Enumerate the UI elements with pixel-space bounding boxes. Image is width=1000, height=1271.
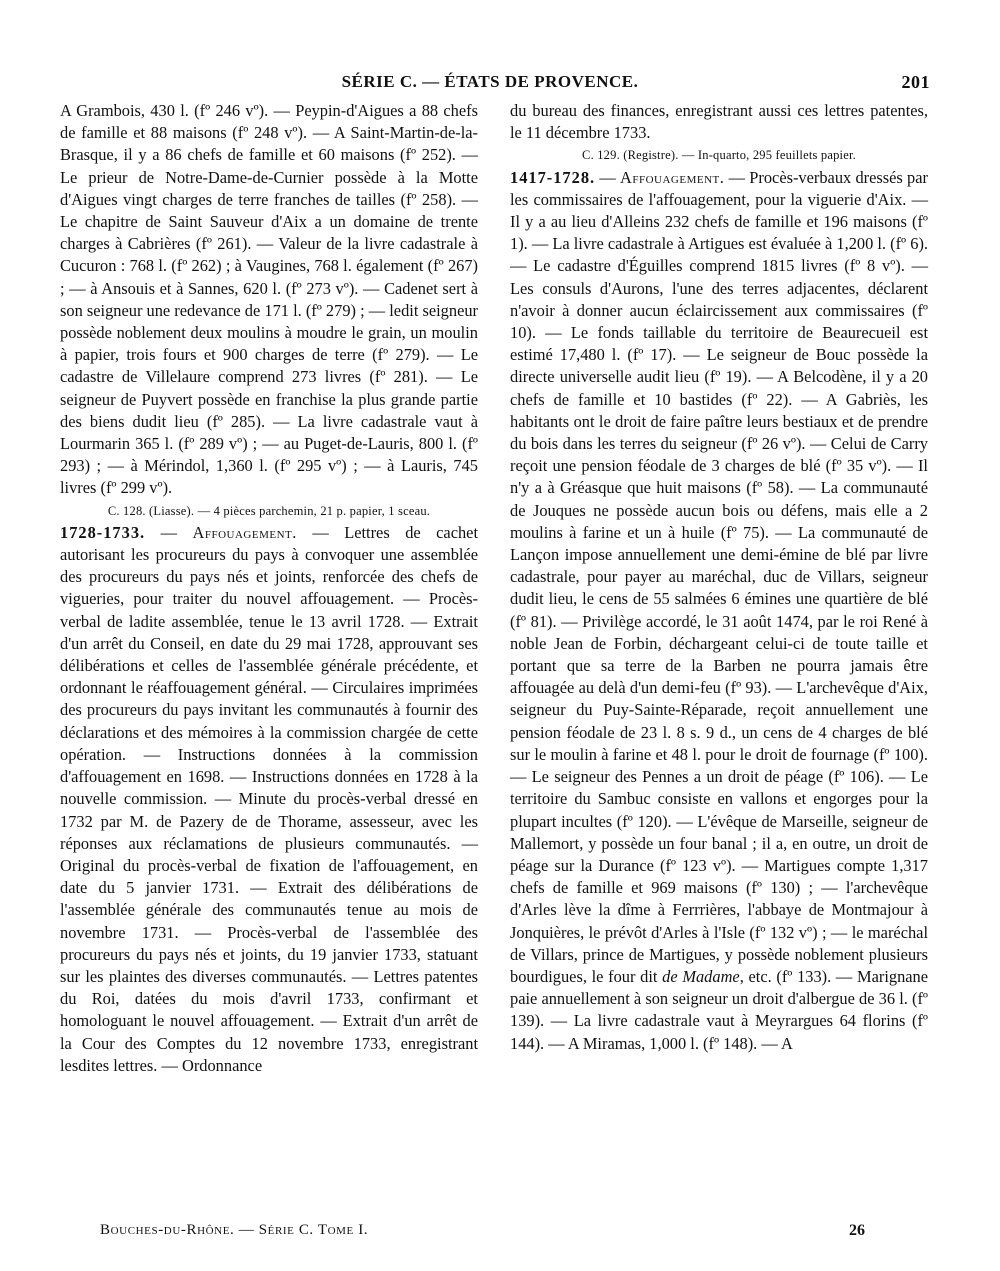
article-date: 1417-1728. <box>510 167 596 187</box>
continued-paragraph: du bureau des finances, enregistrant aussi ces lettres patentes, le 11 décembre 1733. <box>510 101 928 143</box>
right-column <box>510 100 928 1055</box>
page-footer <box>100 1222 865 1246</box>
left-column <box>60 100 478 1077</box>
archive-reference: C. 128. (Liasse). — 4 pièces parchemin, 21 p. papier, 1 sceau. <box>107 503 431 518</box>
article-text: — Procès-verbaux dressés par les commissaires de l'affouagement, pour la viguerie d'Aix. — Il y a au lieu d'Alleins 232 chefs de famille et 196 maisons (fº 1). — La livre cadastrale à Artigues est évaluée à 1,200 l. (fº 6). — Le cadastre d'Éguilles comprend 1815 livres (fº 8 vº). — Les consuls d'Aurons, l'une des terres adjacentes, déclarent n'avoir à donner aucun éclaircissement aux commissaires (fº 10). — Le fonds taillable du territoire de Beaurecueil est estimé 17,480 l. (fº 17). — Le seigneur de Bouc possède la directe universelle audit lieu (fº 19). — A Belcodène, il y a 20 chefs de famille et 10 bastides (fº 22). — A Gabriès, les habitants ont le droit de faire paître leurs bestiaux et de prendre du bois dans les terres du seigneur (fº 26 vº). — Celui de Carry reçoit une pension féodale de 3 charges de blé (fº 35 vº). — Il n'y a à Gréasque que huit maisons (fº 58). — La communauté de Jouques ne possède aucun bois ou défens, mais elle a 2 moulins à farine et un à huile (fº 75). — La communauté de Lançon impose annuellement une demi-émine de blé par livre cadastrale, pour payer au maréchal, duc de Villars, seigneur dudit lieu, le cens de 55 salmées 6 émines une quartière de blé (fº 81). — Privilège accordé, le 31 août 1474, par le roi René à noble Jean de Forbin, déchargeant celui-ci de toute taille et portant que sa terre de la Barben ne pourra jamais être affouagée au delà d'un demi-feu (fº 93). — L'archevêque d'Aix, seigneur du Puy-Sainte-Réparade, reçoit annuellement une pension féodale de 23 l. 8 s. 9 d., un cens de 4 charges de blé sur le moulin à farine et 48 l. pour le droit de fournage (fº 100). — Le seigneur des Pennes a un droit de péage (fº 106). — Le territoire du Sambuc consiste en vallons et engorges pour la plupart incultes (fº 120). — L'évêque de Marseille, seigneur de Mallemort, y possède un four banal ; il a, en outre, un droit de péage sur la Durance (fº 123 vº). — Martigues compte 1,317 chefs de famille et 969 maisons (fº 130) ; — l'archevêque d'Arles lève la dîme à Ferrrières, l'abbaye de Montmajour à Jonquières, le prévôt d'Arles à l'Isle (fº 132 vº) ; — le maréchal de Villars, prince de Martigues, y possède noblement plusieurs bourdigues, le four dit <box>510 167 928 986</box>
continued-paragraph: A Grambois, 430 l. (fº 246 vº). — Peypin-d'Aigues a 88 chefs de famille et 88 maisons (fº 248 vº). — A Saint-Martin-de-la-Brasque, il y a 86 chefs de famille et 60 maisons (fº 252). — Le prieur de Notre-Dame-de-Curnier possède à la Motte d'Aigues vingt charges de terre franches de tailles (fº 258). — Le chapitre de Saint Sauveur d'Aix a un domaine de trente charges à Cabrières (fº 261). — Valeur de la livre cadastrale à Cucuron : 768 l. (fº 262) ; à Vaugines, 768 l. également (fº 267) ; — à Ansouis et à Sannes, 620 l. (fº 273 vº). — Cadenet sert à son seigneur une redevance de 171 l. (fº 279) ; — ledit seigneur possède noblement deux moulins à moudre le grain, un moulin à papier, trois fours et 900 charges de terre (fº 279). — Le cadastre de Villelaure comprend 273 livres (fº 281). — Le seigneur de Puyvert possède en franchise la plus grande partie des biens dudit lieu (fº 285). — La livre cadastrale vaut à Lourmarin 365 l. (fº 289 vº) ; — au Puget-de-Lauris, 800 l. (fº 293) ; — à Mérindol, 1,360 l. (fº 295 vº) ; — à Lauris, 745 livres (fº 299 vº). <box>60 101 478 498</box>
signature-mark: 26 <box>849 1222 865 1239</box>
article-text-italic: de Madame <box>662 966 740 986</box>
running-title: SÉRIE C. — ÉTATS DE PROVENCE. <box>341 72 639 91</box>
footer-title: Bouches-du-Rhône. — Série C. Tome I. <box>100 1222 369 1238</box>
article-heading: Affouagement. <box>192 522 297 542</box>
page-number: 201 <box>901 72 930 92</box>
article-entry: 1417-1728. — Affouagement. — Procès-verbaux dressés par les commissaires de l'affouagement, pour la viguerie d'Aix. — Il y a au lieu d'Alleins 232 chefs de famille et 196 maisons (fº 1). — La livre cadastrale à Artigues est évaluée à 1,200 l. (fº 6). — Le cadastre d'Éguilles comprend 1815 livres (fº 8 vº). — Les consuls d'Aurons, l'une des terres adjacentes, déclarent n'avoir à donner aucun éclaircissement aux commissaires (fº 10). — Le fonds taillable du territoire de Beaurecueil est estimé 17,480 l. (fº 17). — Le seigneur de Bouc possède la directe universelle audit lieu (fº 19). — A Belcodène, il y a 20 chefs de famille et 10 bastides (fº 22). — A Gabriès, les habitants ont le droit de faire paître leurs bestiaux et de prendre du bois dans les terres du seigneur (fº 26 vº). — Celui de Carry reçoit une pension féodale de 3 charges de blé (fº 35 vº). — Il n'y a à Gréasque que huit maisons (fº 58). — La communauté de Jouques ne possède aucun bois ou défens, mais elle a 2 moulins à farine et un à huile (fº 75). — La communauté de Lançon impose annuellement une demi-émine de blé par livre cadastrale, pour payer au maréchal, duc de Villars, seigneur dudit lieu, le cens de 55 salmées 6 émines une quartière de blé (fº 81). — Privilège accordé, le 31 août 1474, par le roi René à noble Jean de Forbin, déchargeant celui-ci de toute taille et portant que sa terre de la Barben ne pourra jamais être affouagée au delà d'un demi-feu (fº 93). — L'archevêque d'Aix, seigneur du Puy-Sainte-Réparade, reçoit annuellement une pension féodale de 23 l. 8 s. 9 d., un cens de 4 charges de blé sur le moulin à farine et 48 l. pour le droit de fournage (fº 100). — Le seigneur des Pennes a un droit de péage (fº 106). — Le territoire du Sambuc consiste en vallons et engorges pour la plupart incultes (fº 120). — L'évêque de Marseille, seigneur de Mallemort, y possède un four banal ; il a, en outre, un droit de péage sur la Durance (fº 123 vº). — Martigues compte 1,317 chefs de famille et 969 maisons (fº 130) ; — l'archevêque d'Arles lève la dîme à Ferrrières, l'abbaye de Montmajour à Jonquières, le prévôt d'Arles à l'Isle (fº 132 vº) ; — le maréchal de Villars, prince de Martigues, y possède noblement plusieurs bourdigues, le four dit de Madame, etc. (fº 133). — Marignane paie annuellement à son seigneur un droit d'albergue de 36 l. (fº 139). — La livre cadastrale vaut à Meyrargues 64 florins (fº 144). — A Miramas, 1,000 l. (fº 148). — A <box>510 167 929 1053</box>
archive-reference: C. 129. (Registre). — In-quarto, 295 feuillets papier. <box>582 148 856 163</box>
article-entry: 1728-1733. — Affouagement. — Lettres de cachet autorisant les procureurs du pays à convoquer une assemblée des procureurs du pays nés et joints, renforcée des chefs de vigueries, pour traiter du nouvel affouagement. — Procès-verbal de ladite assemblée, tenue le 13 avril 1728. — Extrait d'un arrêt du Conseil, en date du 29 mai 1728, approuvant ses délibérations et celles de l'assemblée générale précédente, et ordonnant le réaffouagement général. — Circulaires imprimées des procureurs du pays invitant les communautés à fournir des déclarations et des mémoires à la commission chargée de cette opération. — Instructions données à la commission d'affouagement en 1698. — Instructions données en 1728 à la nouvelle commission. — Minute du procès-verbal dressé en 1732 par M. de Pazery de de Thorame, assesseur, avec les réponses aux réclamations de plusieurs communautés. — Original du procès-verbal de fixation de l'affouagement, en date du 5 janvier 1731. — Extrait des délibérations de l'assemblée générale des communautés tenue au mois de novembre 1731. — Procès-verbal de l'assemblée des procureurs du pays nés et joints, du 19 janvier 1733, statuant sur les plaintes des diverses communautés. — Lettres patentes du Roi, datées du mois d'avril 1733, confirmant et homologuant le nouvel affouagement. — Extrait d'un arrêt de la Cour des Comptes du 12 novembre 1733, enregistrant lesdites lettres. — Ordonnance <box>60 522 479 1075</box>
article-heading: Affouagement. <box>620 167 725 187</box>
article-text: — Lettres de cachet autorisant les procureurs du pays à convoquer une assemblée des procureurs du pays nés et joints, renforcée des chefs de vigueries, pour traiter du nouvel affouagement. — Procès-verbal de ladite assemblée, tenue le 13 avril 1728. — Extrait d'un arrêt du Conseil, en date du 29 mai 1728, approuvant ses délibérations et celles de l'assemblée générale précédente, et ordonnant le réaffouagement général. — Circulaires imprimées des procureurs du pays invitant les communautés à fournir des déclarations et des mémoires à la commission chargée de cette opération. — Instructions données à la commission d'affouagement en 1698. — Instructions données en 1728 à la nouvelle commission. — Minute du procès-verbal dressé en 1732 par M. de Pazery de de Thorame, assesseur, avec les réponses aux réclamations de plusieurs communautés. — Original du procès-verbal de fixation de l'affouagement, en date du 5 janvier 1731. — Extrait des délibérations de l'assemblée générale des communautés tenue au mois de novembre 1731. — Procès-verbal de l'assemblée des procureurs du pays nés et joints, du 19 janvier 1733, statuant sur les plaintes des diverses communautés. — Lettres patentes du Roi, datées du mois d'avril 1733, confirmant et homologuant le nouvel affouagement. — Extrait d'un arrêt de la Cour des Comptes du 12 novembre 1733, enregistrant lesdites lettres. — Ordonnance <box>60 522 479 1075</box>
running-header <box>50 68 930 94</box>
article-text-continued: , etc. (fº 133). — Marignane paie annuellement à son seigneur un droit d'albergue de 36 l. (fº 139). — La livre cadastrale vaut à Meyrargues 64 florins (fº 144). — A Miramas, 1,000 l. (fº 148). — A <box>510 966 929 1053</box>
article-date: 1728-1733. <box>60 522 146 542</box>
